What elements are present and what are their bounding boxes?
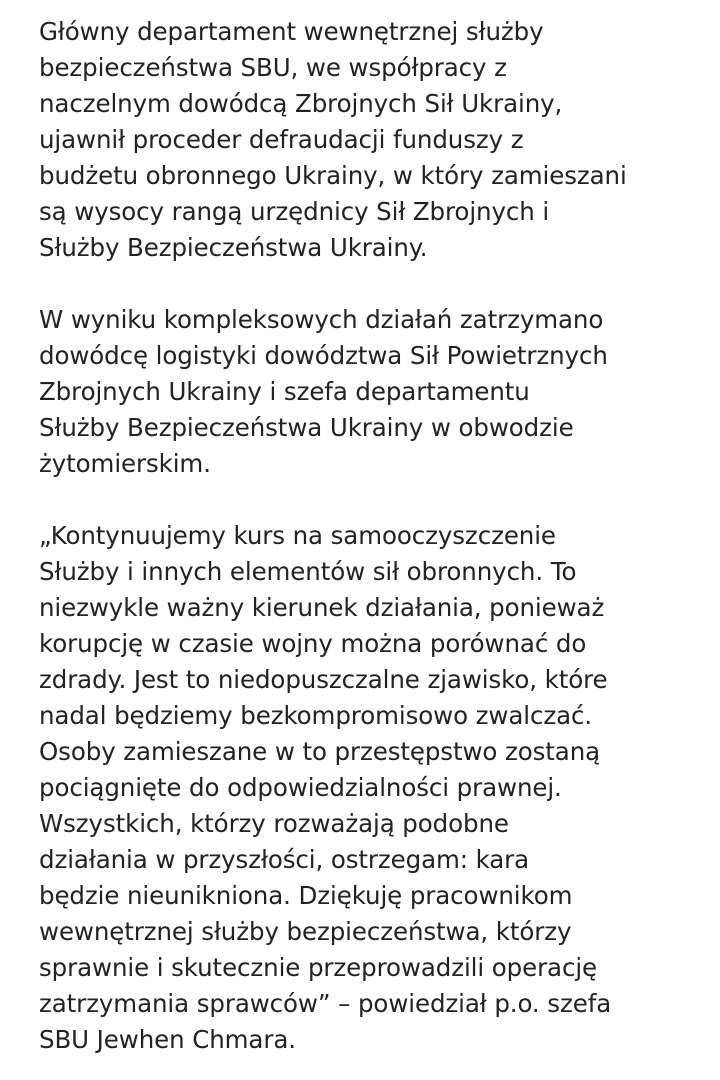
paragraph-quote: „Kontynuujemy kurs na samooczyszczenie Służby i innych elementów sił obronnych. To niezwykle ważny kierunek działania, ponieważ korupcję w czasie wojny można porównać do zdrady. Jest to niedopuszczalne zjawisko, które nadal będziemy bezkompromisowo zwalczać. Osoby zamieszane w to przestępstwo zostaną pociągnięte do odpowiedzialności prawnej. Wszystkich, którzy rozważają podobne działania w przyszłości, ostrzegam: kara będzie nieunikniona. Dziękuję pracownikom wewnętrznej służby bezpieczeństwa, którzy sprawnie i skutecznie przeprowadzili operację zatrzymania sprawców” – powiedział p.o. szefa SBU Jewhen Chmara. <box>39 521 612 1054</box>
paragraph-arrests: W wyniku kompleksowych działań zatrzymano dowódcę logistyki dowództwa Sił Powietrznych Zbrojnych Ukrainy i szefa departamentu Służby Bezpieczeństwa Ukrainy w obwodzie żytomierskim. <box>39 305 608 478</box>
paragraph-sbu-investigation: Główny departament wewnętrznej służby bezpieczeństwa SBU, we współpracy z naczelnym dowódcą Zbrojnych Sił Ukrainy, ujawnił proceder defraudacji funduszy z budżetu obronnego Ukrainy, w który zamieszani są wysocy rangą urzędnicy Sił Zbrojnych i Służby Bezpieczeństwa Ukrainy. <box>39 17 627 262</box>
article-body <box>39 14 711 1058</box>
